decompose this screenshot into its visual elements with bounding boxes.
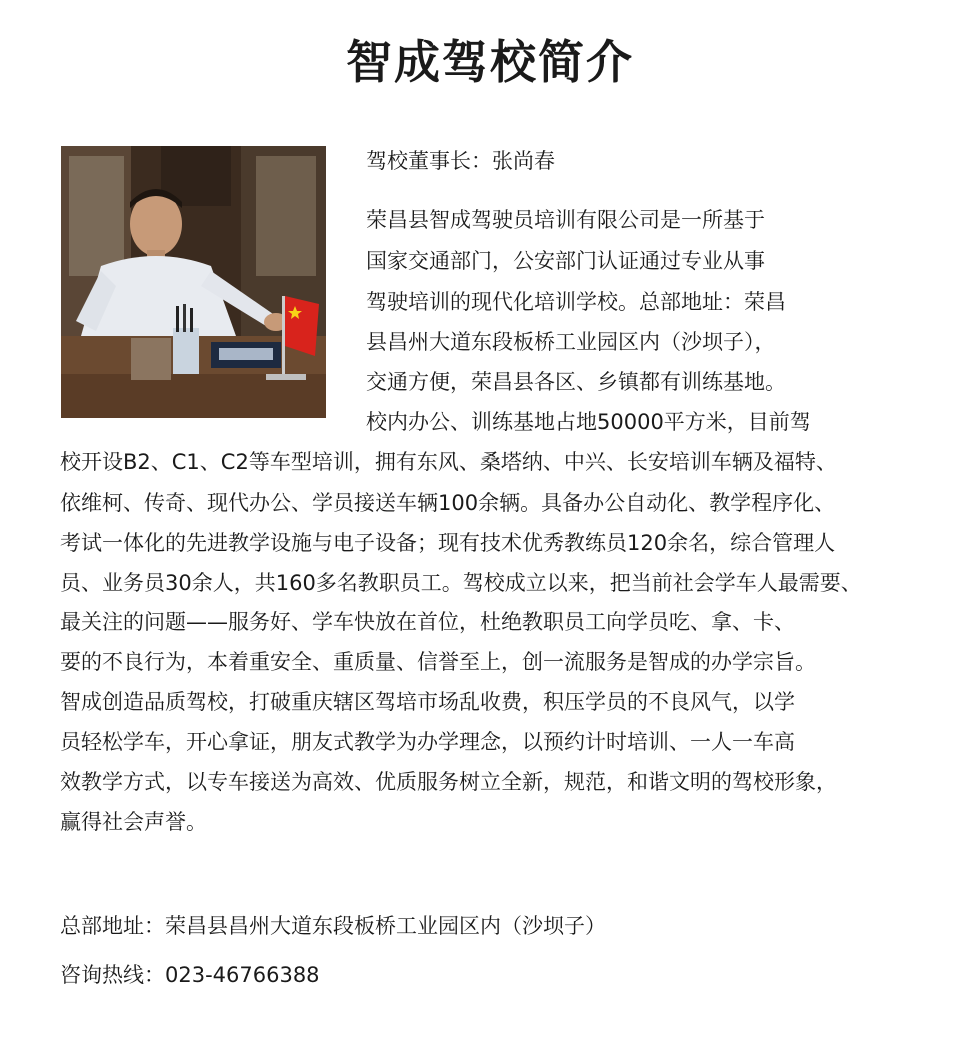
- body-line: 校开设B2、C1、C2等车型培训，拥有东风、桑塔纳、中兴、长安培训车辆及福特、: [60, 450, 837, 474]
- intro-line: 交通方便，荣昌县各区、乡镇都有训练基地。: [366, 370, 786, 394]
- body-line: 智成创造品质驾校，打破重庆辖区驾培市场乱收费，积压学员的不良风气，以学: [60, 690, 795, 714]
- chairman-photo: [61, 146, 326, 418]
- chairman-line: 驾校董事长：张尚春: [366, 149, 555, 173]
- body-line: 最关注的问题——服务好、学车快放在首位，杜绝教职员工向学员吃、拿、卡、: [60, 610, 795, 634]
- contact-address: 总部地址：荣昌县昌州大道东段板桥工业园区内（沙坝子）: [60, 914, 606, 938]
- contact-hotline: 咨询热线：023-46766388: [60, 963, 320, 987]
- intro-line: 驾驶培训的现代化培训学校。总部地址：荣昌: [366, 290, 786, 314]
- intro-line: 县昌州大道东段板桥工业园区内（沙坝子），: [366, 330, 776, 354]
- page-title: 智成驾校简介: [346, 35, 634, 89]
- intro-line: 荣昌县智成驾驶员培训有限公司是一所基于: [366, 208, 765, 232]
- body-line: 考试一体化的先进教学设施与电子设备；现有技术优秀教练员120余名，综合管理人: [60, 531, 836, 555]
- body-line: 员、业务员30余人，共160多名教职员工。驾校成立以来，把当前社会学车人最需要、: [60, 571, 862, 595]
- intro-line: 校内办公、训练基地占地50000平方米，目前驾: [366, 410, 811, 434]
- body-line: 赢得社会声誉。: [60, 810, 207, 834]
- intro-line: 国家交通部门，公安部门认证通过专业从事: [366, 249, 765, 273]
- body-line: 要的不良行为，本着重安全、重质量、信誉至上，创一流服务是智成的办学宗旨。: [60, 650, 816, 674]
- body-line: 效教学方式，以专车接送为高效、优质服务树立全新，规范，和谐文明的驾校形象，: [60, 770, 837, 794]
- body-line: 依维柯、传奇、现代办公、学员接送车辆100余辆。具备办公自动化、教学程序化、: [60, 491, 836, 515]
- body-line: 员轻松学车，开心拿证，朋友式教学为办学理念，以预约计时培训、一人一车高: [60, 730, 795, 754]
